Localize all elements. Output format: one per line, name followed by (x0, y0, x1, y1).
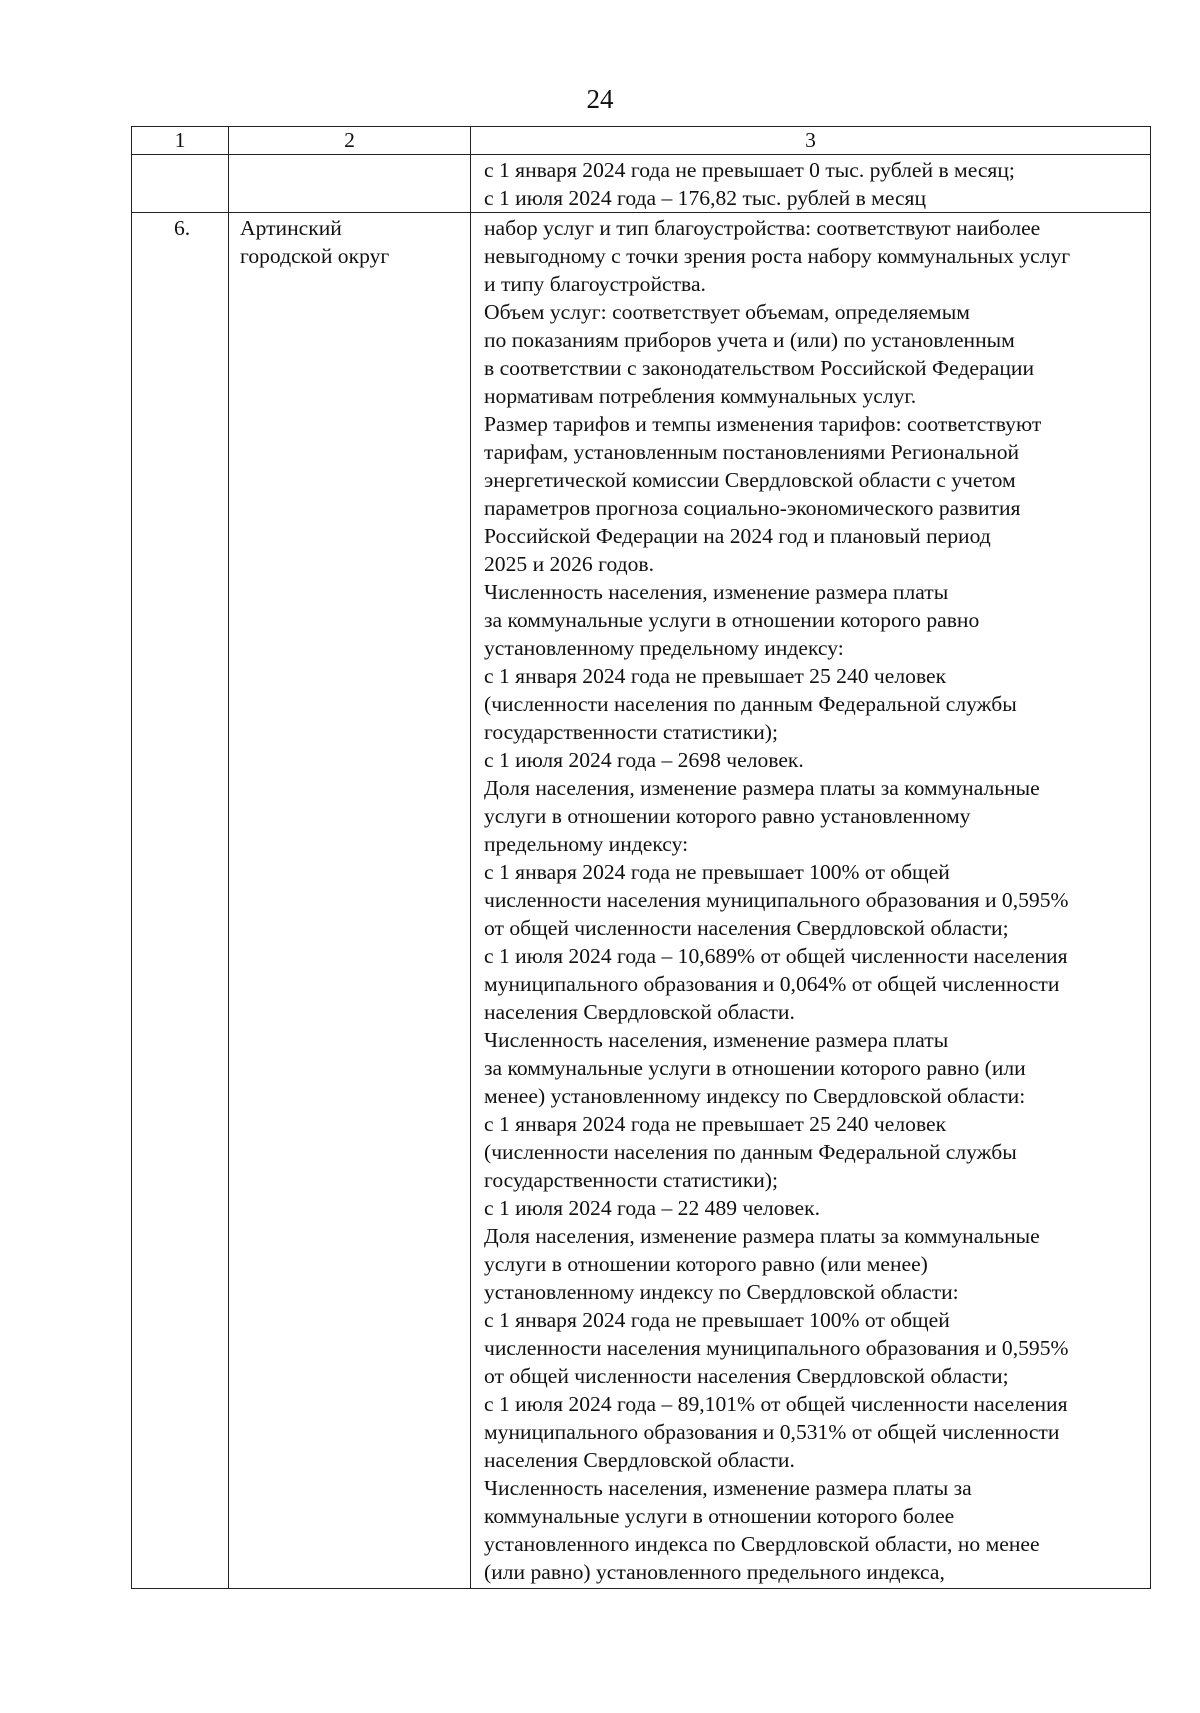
text-line: населения Свердловской области. (484, 1000, 795, 1024)
district-line: городской округ (240, 244, 390, 268)
text-line: набор услуг и тип благоустройства: соответствуют наиболее (484, 216, 1041, 240)
text-line: невыгодному с точки зрения роста набору коммунальных услуг (484, 244, 1071, 268)
row-text-cell (471, 213, 1151, 1589)
text-line: от общей численности населения Свердловской области; (484, 1364, 1009, 1388)
document-table (131, 126, 1151, 1589)
text-line: муниципального образования и 0,531% от общей численности (484, 1420, 1060, 1444)
text-line: за коммунальные услуги в отношении которого равно (или (484, 1056, 1026, 1080)
text-line: с 1 июля 2024 года – 10,689% от общей численности населения (484, 944, 1068, 968)
text-line: коммунальные услуги в отношении которого более (484, 1504, 955, 1528)
text-line: с 1 июля 2024 года – 89,101% от общей численности населения (484, 1392, 1068, 1416)
text-line: (численности населения по данным Федеральной службы (484, 692, 1017, 716)
row-text (484, 213, 1144, 1588)
text-line: с 1 января 2024 года не превышает 25 240 человек (484, 1112, 947, 1136)
text-line: Численность населения, изменение размера платы за (484, 1476, 972, 1500)
district-name-cell (229, 213, 471, 1589)
text-line: численности населения муниципального образования и 0,595% (484, 1336, 1069, 1360)
text-line: по показаниям приборов учета и (или) по установленным (484, 328, 1015, 352)
table-row (132, 213, 1151, 1589)
text-line: населения Свердловской области. (484, 1448, 795, 1472)
text-line: установленному предельному индексу: (484, 636, 844, 660)
header-col-3: 3 (471, 127, 1151, 155)
continuation-text (484, 155, 1144, 212)
text-line: менее) установленному индексу по Свердловской области: (484, 1084, 1026, 1108)
text-line: государственности статистики); (484, 720, 778, 744)
text-line: нормативам потребления коммунальных услуг. (484, 384, 917, 408)
text-line: (численности населения по данным Федеральной службы (484, 1140, 1017, 1164)
text-line: Размер тарифов и темпы изменения тарифов: соответствуют (484, 412, 1042, 436)
text-line: за коммунальные услуги в отношении которого равно (484, 608, 980, 632)
continuation-col-2 (229, 155, 471, 213)
text-line: установленного индекса по Свердловской области, но менее (484, 1532, 1040, 1556)
text-line: и типу благоустройства. (484, 272, 706, 296)
text-line: Численность населения, изменение размера платы (484, 1028, 949, 1052)
text-line: тарифам, установленным постановлениями Региональной (484, 440, 1020, 464)
continuation-row (132, 155, 1151, 213)
text-line: Численность населения, изменение размера платы (484, 580, 949, 604)
text-line: услуги в отношении которого равно (или менее) (484, 1252, 928, 1276)
text-line: (или равно) установленного предельного индекса, (484, 1560, 945, 1584)
text-line: государственности статистики); (484, 1168, 778, 1192)
district-line: Артинский (240, 216, 342, 240)
row-number: 6. (132, 213, 229, 1589)
text-line: энергетической комиссии Свердловской области с учетом (484, 468, 1016, 492)
text-line: от общей численности населения Свердловской области; (484, 916, 1009, 940)
table-header-row (132, 127, 1151, 155)
header-col-1: 1 (132, 127, 229, 155)
text-line: с 1 января 2024 года не превышает 100% от общей (484, 860, 950, 884)
header-col-2: 2 (229, 127, 471, 155)
page-number: 24 (586, 84, 614, 114)
text-line: параметров прогноза социально-экономического развития (484, 496, 1021, 520)
text-line: в соответствии с законодательством Российской Федерации (484, 356, 1034, 380)
text-line: установленному индексу по Свердловской области: (484, 1280, 959, 1304)
text-line: Доля населения, изменение размера платы за коммунальные (484, 1224, 1040, 1248)
text-line: с 1 января 2024 года не превышает 100% от общей (484, 1308, 950, 1332)
continuation-line: с 1 июля 2024 года – 176,82 тыс. рублей в месяц (484, 186, 927, 210)
continuation-line: с 1 января 2024 года не превышает 0 тыс. рублей в месяц; (484, 158, 1015, 182)
text-line: с 1 июля 2024 года – 22 489 человек. (484, 1196, 821, 1220)
text-line: Объем услуг: соответствует объемам, определяемым (484, 300, 970, 324)
text-line: Российской Федерации на 2024 год и плановый период (484, 524, 991, 548)
district-name (240, 214, 470, 270)
text-line: с 1 января 2024 года не превышает 25 240 человек (484, 664, 947, 688)
text-line: услуги в отношении которого равно установленному (484, 804, 971, 828)
text-line: Доля населения, изменение размера платы за коммунальные (484, 776, 1040, 800)
text-line: с 1 июля 2024 года – 2698 человек. (484, 748, 804, 772)
continuation-text-cell (471, 155, 1151, 213)
text-line: численности населения муниципального образования и 0,595% (484, 888, 1069, 912)
continuation-col-1 (132, 155, 229, 213)
text-line: предельному индексу: (484, 832, 689, 856)
text-line: 2025 и 2026 годов. (484, 552, 654, 576)
text-line: муниципального образования и 0,064% от общей численности (484, 972, 1060, 996)
